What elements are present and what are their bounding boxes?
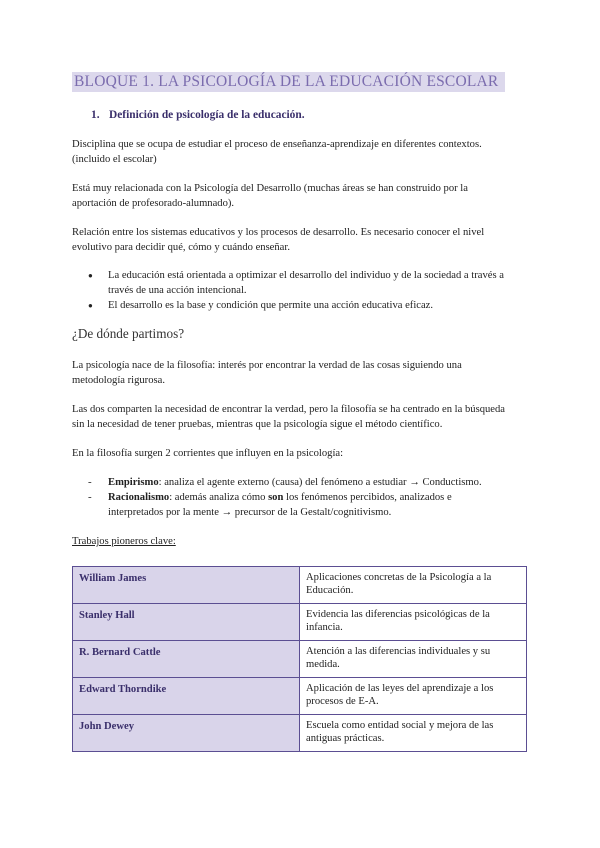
table-cell-description: Aplicaciones concretas de la Psicología a la Educación.	[300, 567, 527, 604]
subheading: ¿De dónde partimos?	[72, 326, 185, 341]
table-cell-name: Edward Thorndike	[73, 678, 300, 715]
paragraph-currents-intro: En la filosofía surgen 2 corrientes que influyen en la psicología:	[72, 448, 344, 459]
table-row	[73, 567, 527, 604]
section-heading	[91, 108, 305, 123]
pioneers-label: Trabajos pioneros clave:	[72, 536, 176, 547]
table-cell-description: Atención a las diferencias individuales y su medida.	[300, 641, 527, 678]
table-cell-description: Aplicación de las leyes del aprendizaje a los procesos de E-A.	[300, 678, 527, 715]
table-cell-name: John Dewey	[73, 715, 300, 752]
table-row	[73, 678, 527, 715]
paragraph-education-systems: Relación entre los sistemas educativos y los procesos de desarrollo. Es necesario conocer el nivel evolutivo para decidir qué, cómo y cuándo enseñar.	[72, 227, 485, 253]
table-cell-name: R. Bernard Cattle	[73, 641, 300, 678]
table-row	[73, 604, 527, 641]
list-item: ● La educación está orientada a optimizar el desarrollo del individuo y de la sociedad a través a través de una acción intencional.	[88, 268, 528, 298]
page-title: BLOQUE 1. LA PSICOLOGÍA DE LA EDUCACIÓN ESCOLAR	[74, 73, 499, 90]
list-item: ● El desarrollo es la base y condición que permite una acción educativa eficaz.	[88, 298, 528, 313]
table-cell-name: William James	[73, 567, 300, 604]
table-cell-description: Evidencia las diferencias psicológicas de la infancia.	[300, 604, 527, 641]
table-row	[73, 715, 527, 752]
list-item-racionalismo: - Racionalismo: además analiza cómo son los fenómenos percibidos, analizados e interpretados por la mente → precursor de la Gestalt/cognitivismo.	[88, 490, 528, 520]
paragraph-truth: Las dos comparten la necesidad de encontrar la verdad, pero la filosofía se ha centrado en la búsqueda sin la necesidad de tener pruebas, mientras que la psicología sigue el método científico.	[72, 404, 505, 430]
paragraph-definition: Disciplina que se ocupa de estudiar el proceso de enseñanza-aprendizaje en diferentes contextos. (incluido el escolar)	[72, 139, 482, 165]
list-item-empirismo: - Empirismo: analiza el agente externo (causa) del fenómeno a estudiar → Conductismo.	[88, 475, 528, 490]
bullet-list	[88, 268, 528, 313]
paragraph-relation-development: Está muy relacionada con la Psicología del Desarrollo (muchas áreas se han construido por la aportación de profesorado-alumnado).	[72, 183, 468, 209]
table-row	[73, 641, 527, 678]
section-title: Definición de psicología de la educación.	[109, 109, 305, 121]
paragraph-philosophy-origin: La psicología nace de la filosofía: interés por encontrar la verdad de las cosas siguiendo una metodología rigurosa.	[72, 360, 462, 386]
table-cell-name: Stanley Hall	[73, 604, 300, 641]
currents-list	[88, 475, 528, 520]
pioneers-table	[72, 566, 527, 752]
table-cell-description: Escuela como entidad social y mejora de las antiguas prácticas.	[300, 715, 527, 752]
section-number: 1.	[91, 109, 100, 121]
